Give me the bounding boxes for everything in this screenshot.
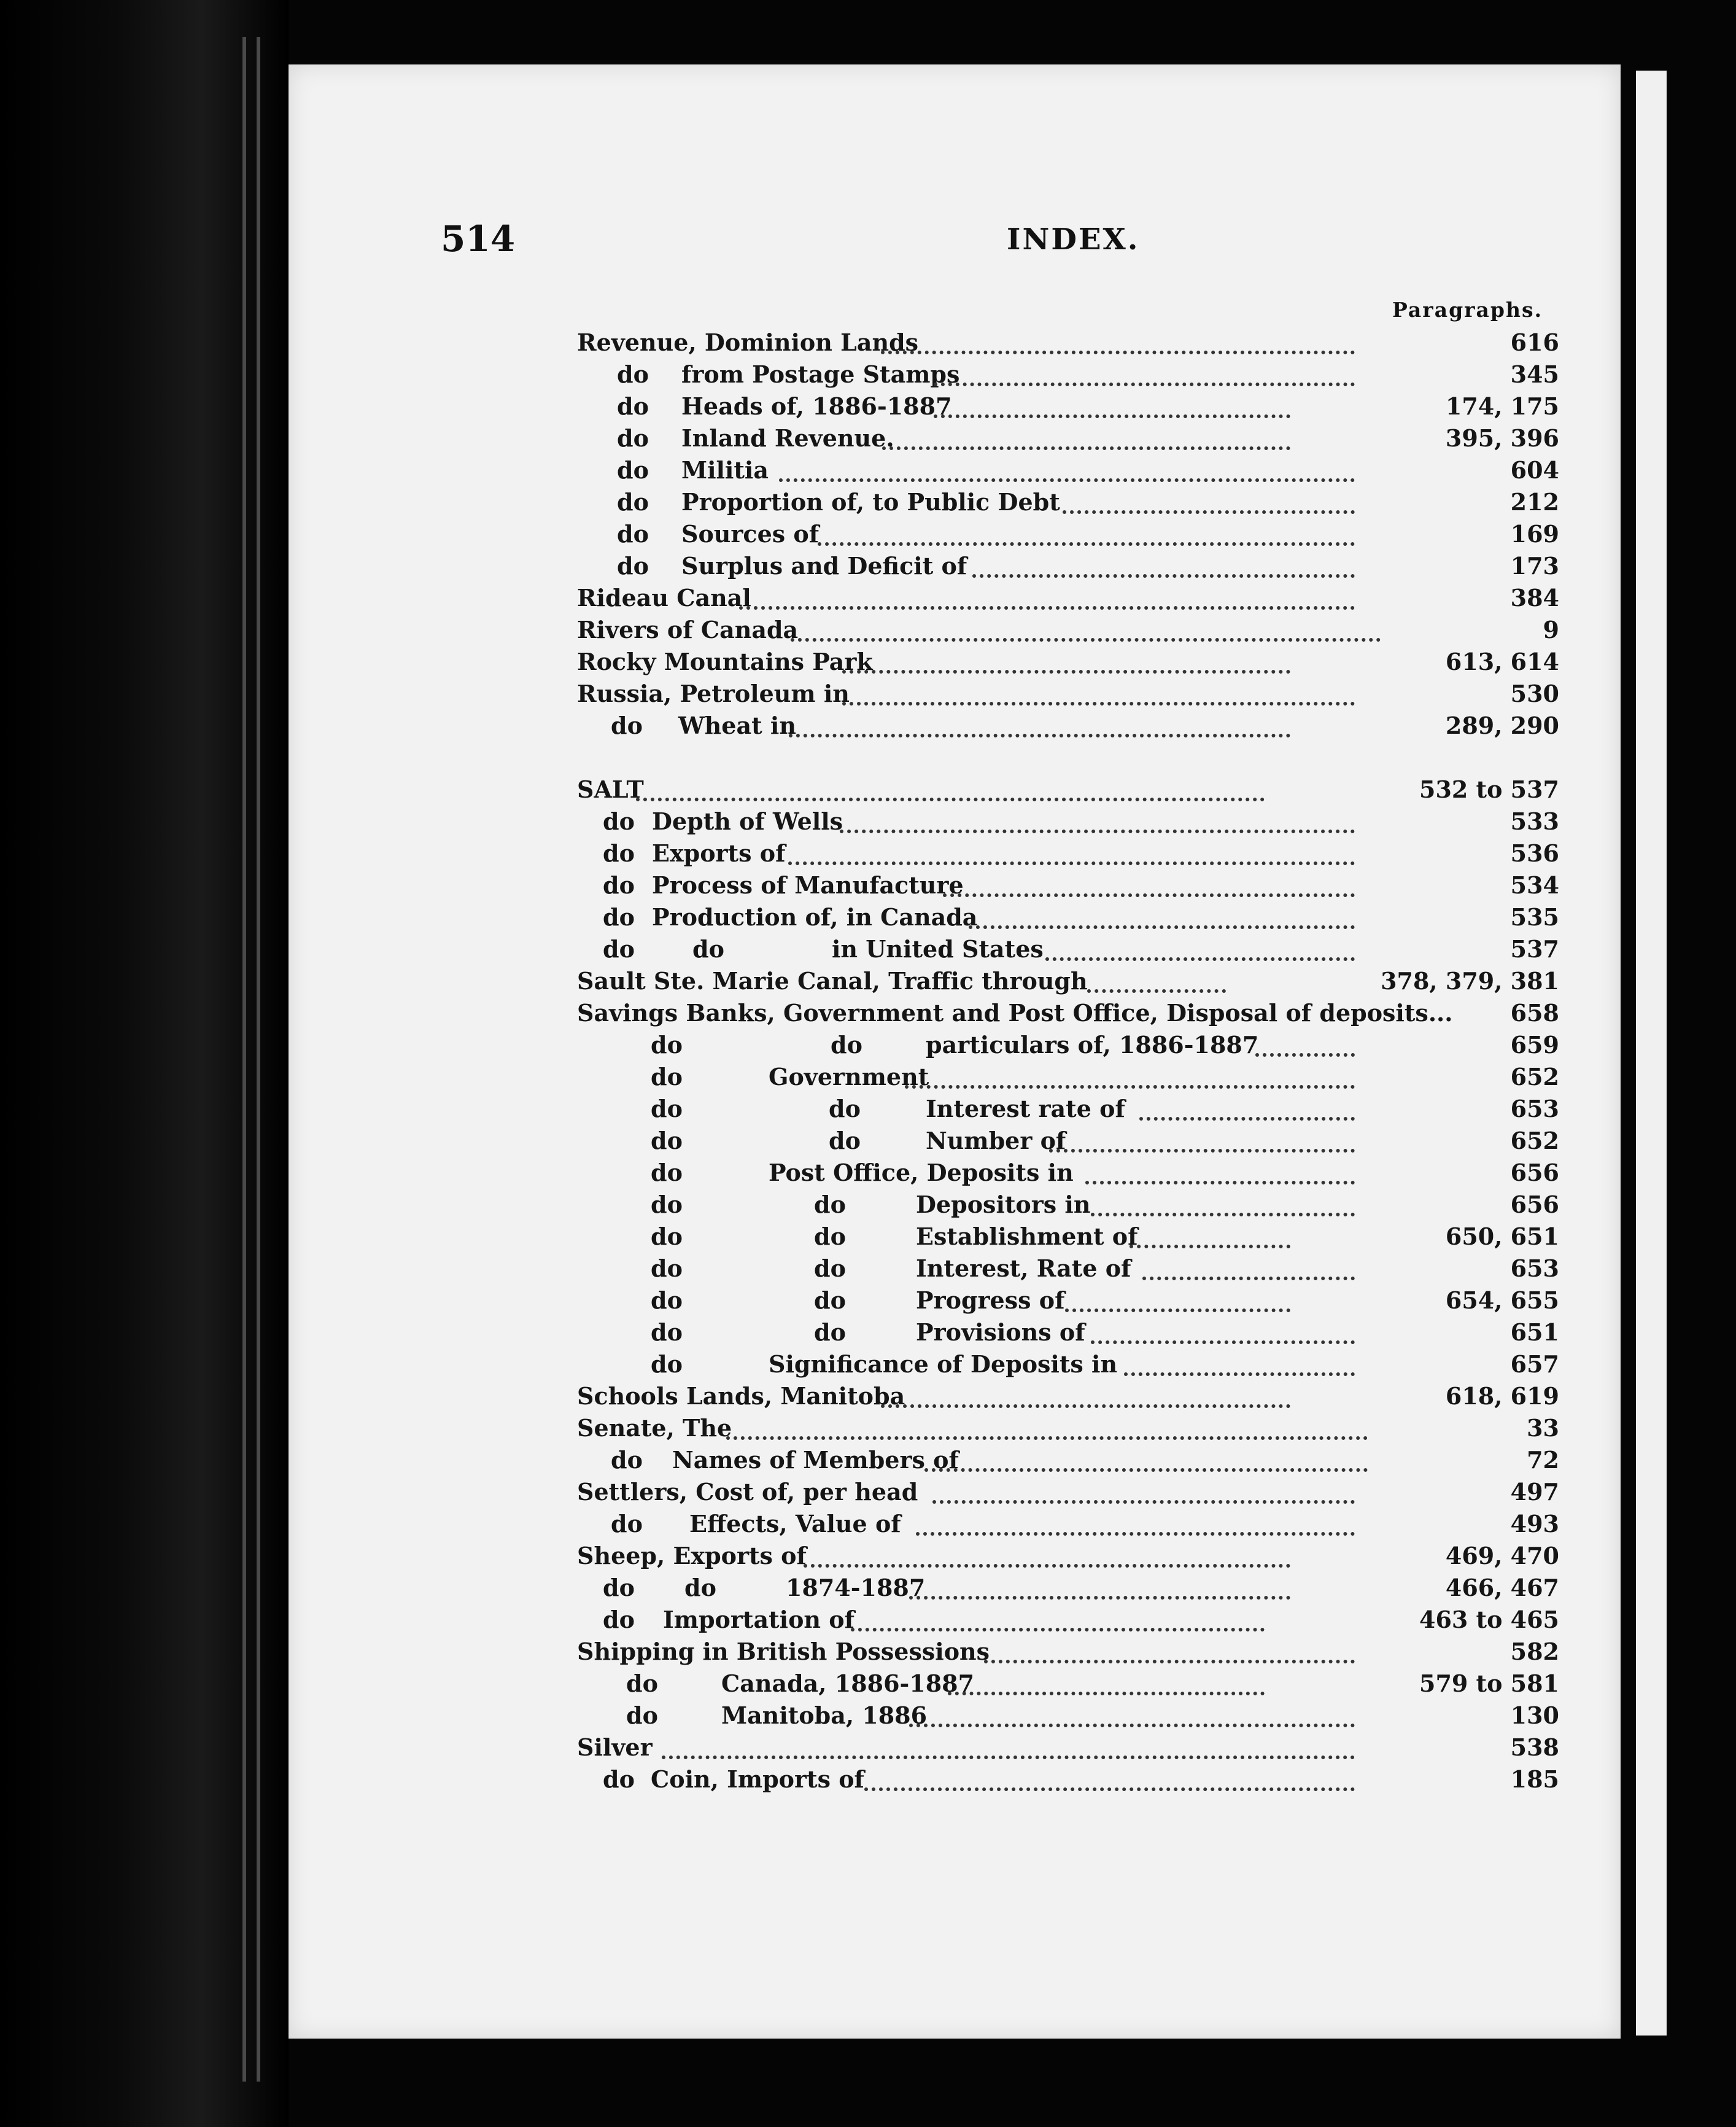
ditto-mark: do bbox=[651, 1254, 683, 1282]
paragraph-ref: 616 bbox=[1510, 329, 1559, 356]
entry-text: Rivers of Canada bbox=[577, 616, 799, 644]
entry-text: Sheep, Exports of bbox=[577, 1542, 807, 1569]
entry-text: Rideau Canal bbox=[577, 584, 751, 612]
paragraph-ref: 618, 619 bbox=[1445, 1382, 1559, 1410]
entry-text: Government bbox=[769, 1063, 929, 1091]
dot-leader bbox=[842, 670, 1355, 706]
dot-leader bbox=[779, 446, 1355, 482]
paragraph-ref: 536 bbox=[1510, 839, 1559, 867]
ditto-mark: do bbox=[603, 1765, 635, 1793]
entry-text: Effects, Value of bbox=[689, 1510, 901, 1538]
dot-leader bbox=[1087, 957, 1226, 993]
paragraph-ref: 653 bbox=[1510, 1254, 1559, 1282]
dot-leader bbox=[851, 1596, 1265, 1631]
paragraph-ref: 130 bbox=[1510, 1701, 1559, 1729]
dot-leader bbox=[932, 1468, 1355, 1504]
paragraph-ref: 384 bbox=[1510, 584, 1559, 612]
dot-leader bbox=[864, 1756, 1355, 1791]
entry-text: do bbox=[829, 1095, 861, 1122]
dot-leader bbox=[1139, 1085, 1355, 1121]
dot-leader bbox=[934, 351, 1355, 386]
paragraph-ref: 532 to 537 bbox=[1419, 776, 1559, 803]
ditto-mark: do bbox=[651, 1095, 683, 1122]
dot-leader bbox=[1130, 1213, 1290, 1248]
paragraph-ref: 174, 175 bbox=[1445, 392, 1559, 420]
index-entry bbox=[577, 965, 1559, 997]
dot-leader bbox=[840, 798, 1355, 833]
dot-leader bbox=[1045, 925, 1355, 961]
entry-text: Inland Revenue. bbox=[681, 424, 894, 452]
entry-text: Progress of bbox=[916, 1286, 1065, 1314]
paragraph-ref: 579 to 581 bbox=[1419, 1670, 1559, 1697]
dot-leader bbox=[881, 1372, 1290, 1408]
dot-leader bbox=[924, 1436, 1368, 1472]
paragraph-ref: 656 bbox=[1510, 1159, 1559, 1186]
paragraph-ref: 656 bbox=[1510, 1191, 1559, 1218]
entry-text: Exports of bbox=[652, 839, 786, 867]
paragraph-ref: 534 bbox=[1510, 871, 1559, 899]
index-entry bbox=[577, 1316, 1559, 1348]
entry-text: do bbox=[829, 1127, 861, 1154]
paragraph-ref: 33 bbox=[1527, 1414, 1559, 1442]
entry-text: Process of Manufacture bbox=[652, 871, 964, 899]
paragraph-ref: 169 bbox=[1510, 520, 1559, 548]
ditto-mark: do bbox=[617, 392, 649, 420]
index-entry bbox=[577, 1221, 1559, 1253]
ditto-mark: do bbox=[651, 1191, 683, 1218]
dot-leader bbox=[1065, 1277, 1290, 1312]
ditto-mark: do bbox=[611, 712, 643, 739]
dot-leader bbox=[984, 1628, 1355, 1663]
paragraph-ref: 493 bbox=[1510, 1510, 1559, 1538]
ditto-mark: do bbox=[651, 1318, 683, 1346]
paragraph-ref: 658 bbox=[1510, 999, 1559, 1027]
entry-text: Significance of Deposits in bbox=[769, 1350, 1118, 1378]
ditto-mark: do bbox=[603, 807, 635, 835]
entry-text: Interest, Rate of bbox=[916, 1254, 1131, 1282]
dot-leader bbox=[881, 319, 1355, 354]
entry-text: Names of Members of bbox=[672, 1446, 959, 1474]
paragraph-ref: 466, 467 bbox=[1445, 1574, 1559, 1601]
index-entry bbox=[577, 1125, 1559, 1157]
dot-leader bbox=[1085, 1149, 1355, 1184]
entry-text: particulars of, 1886-1887 bbox=[926, 1031, 1259, 1059]
index-entry bbox=[577, 1285, 1559, 1316]
paragraph-ref: 395, 396 bbox=[1445, 424, 1559, 452]
ditto-mark: do bbox=[603, 1574, 635, 1601]
index-entry bbox=[577, 997, 1559, 1029]
entry-text: do bbox=[814, 1254, 846, 1282]
paragraph-ref: 463 to 465 bbox=[1419, 1606, 1559, 1633]
dot-leader bbox=[1091, 1308, 1355, 1344]
ditto-mark: do bbox=[611, 1446, 643, 1474]
paragraph-ref: 185 bbox=[1510, 1765, 1559, 1793]
ditto-mark: do bbox=[617, 360, 649, 388]
ditto-mark: do bbox=[651, 1159, 683, 1186]
ditto-mark: do bbox=[617, 488, 649, 516]
dot-leader bbox=[934, 383, 1290, 418]
dot-leader bbox=[788, 830, 1355, 865]
entry-text: Sault Ste. Marie Canal, Traffic through bbox=[577, 967, 1088, 995]
index-entry bbox=[577, 710, 1559, 742]
entry-text: do bbox=[692, 935, 724, 963]
dot-leader bbox=[1049, 1117, 1355, 1153]
entry-text: Canada, 1886-1887 bbox=[721, 1670, 975, 1697]
paragraph-ref: 533 bbox=[1510, 807, 1559, 835]
entry-text: Number of bbox=[926, 1127, 1066, 1154]
scan-border-right bbox=[1667, 0, 1736, 2127]
dot-leader bbox=[791, 606, 1381, 642]
entry-text: do bbox=[684, 1574, 716, 1601]
index-entry bbox=[577, 1763, 1559, 1795]
dot-leader bbox=[804, 1532, 1290, 1568]
entry-text: do bbox=[814, 1318, 846, 1346]
ditto-mark: do bbox=[617, 456, 649, 484]
entry-text: Rocky Mountains Park bbox=[577, 648, 873, 675]
ditto-mark: do bbox=[651, 1127, 683, 1154]
entry-text: Depth of Wells bbox=[652, 807, 843, 835]
paragraph-ref: 173 bbox=[1510, 552, 1559, 580]
paragraph-ref: 289, 290 bbox=[1445, 712, 1559, 739]
paragraph-ref: 212 bbox=[1510, 488, 1559, 516]
dot-leader bbox=[662, 1724, 1355, 1759]
ditto-mark: do bbox=[603, 903, 635, 931]
paragraph-ref: 604 bbox=[1510, 456, 1559, 484]
dot-leader bbox=[909, 1692, 1355, 1727]
index-entry bbox=[577, 1189, 1559, 1221]
ditto-mark: do bbox=[603, 839, 635, 867]
dot-leader bbox=[1142, 1245, 1355, 1280]
paragraph-ref: 654, 655 bbox=[1445, 1286, 1559, 1314]
ditto-mark: do bbox=[617, 424, 649, 452]
entry-text: Importation of bbox=[663, 1606, 854, 1633]
entry-text: do bbox=[831, 1031, 862, 1059]
ditto-mark: do bbox=[651, 1223, 683, 1250]
dot-leader bbox=[905, 1053, 1355, 1089]
ditto-mark: do bbox=[651, 1350, 683, 1378]
entry-text: from Postage Stamps bbox=[681, 360, 960, 388]
paragraph-ref: 652 bbox=[1510, 1127, 1559, 1154]
ditto-mark: do bbox=[626, 1670, 658, 1697]
paragraph-ref: 652 bbox=[1510, 1063, 1559, 1091]
book-spine bbox=[0, 0, 289, 2127]
paragraph-ref: 613, 614 bbox=[1445, 648, 1559, 675]
paragraph-ref: 530 bbox=[1510, 680, 1559, 707]
entry-text: Manitoba, 1886 bbox=[721, 1701, 928, 1729]
paragraph-ref: 9 bbox=[1543, 616, 1559, 644]
paragraph-ref: 651 bbox=[1510, 1318, 1559, 1346]
ditto-mark: do bbox=[651, 1286, 683, 1314]
next-page-edge bbox=[1636, 71, 1667, 2036]
ditto-mark: do bbox=[651, 1063, 683, 1091]
entry-text: Revenue, Dominion Lands bbox=[577, 329, 919, 356]
entry-text: do bbox=[814, 1286, 846, 1314]
entry-text: Shipping in British Possessions bbox=[577, 1638, 990, 1665]
entry-text: Heads of, 1886-1887 bbox=[681, 392, 952, 420]
entry-text: Russia, Petroleum in bbox=[577, 680, 850, 707]
column-header-paragraphs: Paragraphs. bbox=[1392, 298, 1543, 322]
entry-text: in United States bbox=[832, 935, 1044, 963]
entry-text: Establishment of bbox=[916, 1223, 1138, 1250]
entry-text: Post Office, Deposits in bbox=[769, 1159, 1074, 1186]
paragraph-ref: 497 bbox=[1510, 1478, 1559, 1506]
dot-leader bbox=[789, 702, 1290, 737]
entry-text: Savings Banks, Government and Post Office, Disposal of deposits... bbox=[577, 999, 1453, 1027]
ditto-mark: do bbox=[617, 552, 649, 580]
dot-leader bbox=[909, 1564, 1290, 1600]
dot-leader bbox=[972, 542, 1355, 578]
index-entry bbox=[577, 1157, 1559, 1189]
paragraph-ref: 535 bbox=[1510, 903, 1559, 931]
entry-text: Settlers, Cost of, per head bbox=[577, 1478, 918, 1506]
entry-text: do bbox=[814, 1223, 846, 1250]
paragraph-ref: 537 bbox=[1510, 935, 1559, 963]
entry-text: Schools Lands, Manitoba bbox=[577, 1382, 905, 1410]
entry-text: Production of, in Canada bbox=[652, 903, 978, 931]
entry-text: do bbox=[814, 1191, 846, 1218]
page-number: 514 bbox=[441, 218, 516, 260]
spine-edge-line bbox=[242, 37, 246, 2082]
paragraph-ref: 72 bbox=[1527, 1446, 1559, 1474]
ditto-mark: do bbox=[617, 520, 649, 548]
ditto-mark: do bbox=[611, 1510, 643, 1538]
entry-text: Sources of bbox=[681, 520, 820, 548]
entry-text: Wheat in bbox=[678, 712, 796, 739]
paragraph-ref: 650, 651 bbox=[1445, 1223, 1559, 1250]
spine-edge-line bbox=[257, 37, 260, 2082]
ditto-mark: do bbox=[603, 935, 635, 963]
dot-leader bbox=[882, 414, 1290, 450]
entry-text: Interest rate of bbox=[926, 1095, 1125, 1122]
dot-leader bbox=[948, 1660, 1265, 1695]
dot-leader bbox=[739, 574, 1355, 610]
dot-leader bbox=[1255, 1021, 1355, 1057]
entry-text: Silver bbox=[577, 1733, 653, 1761]
paragraph-ref: 657 bbox=[1510, 1350, 1559, 1378]
ditto-mark: do bbox=[603, 1606, 635, 1633]
dot-leader bbox=[916, 1500, 1355, 1536]
entry-text: Provisions of bbox=[916, 1318, 1085, 1346]
dot-leader bbox=[1063, 478, 1355, 514]
page-title: INDEX. bbox=[1007, 222, 1140, 257]
entry-text: 1874-1887 bbox=[786, 1574, 926, 1601]
entry-text: Senate, The bbox=[577, 1414, 732, 1442]
ditto-mark: do bbox=[603, 871, 635, 899]
dot-leader bbox=[636, 766, 1265, 801]
dot-leader bbox=[943, 861, 1355, 897]
entry-text: SALT bbox=[577, 776, 644, 803]
paragraph-ref: 469, 470 bbox=[1445, 1542, 1559, 1569]
dot-leader bbox=[818, 510, 1355, 546]
entry-text: Surplus and Deficit of bbox=[681, 552, 967, 580]
index-entry bbox=[577, 1061, 1559, 1093]
dot-leader bbox=[969, 893, 1355, 929]
entry-text: Coin, Imports of bbox=[651, 1765, 864, 1793]
ditto-mark: do bbox=[626, 1701, 658, 1729]
entry-text: Depositors in bbox=[916, 1191, 1091, 1218]
ditto-mark: do bbox=[651, 1031, 683, 1059]
paragraph-ref: 538 bbox=[1510, 1733, 1559, 1761]
paragraph-ref: 378, 379, 381 bbox=[1381, 967, 1559, 995]
dot-leader bbox=[842, 638, 1290, 674]
dot-leader bbox=[726, 1404, 1368, 1440]
paragraph-ref: 582 bbox=[1510, 1638, 1559, 1665]
entry-text: Militia bbox=[681, 456, 769, 484]
dot-leader bbox=[1124, 1340, 1355, 1376]
paragraph-ref: 653 bbox=[1510, 1095, 1559, 1122]
entry-text: Proportion of, to Public Debt bbox=[681, 488, 1060, 516]
paragraph-ref: 345 bbox=[1510, 360, 1559, 388]
index-entry bbox=[577, 933, 1559, 965]
paragraph-ref: 659 bbox=[1510, 1031, 1559, 1059]
dot-leader bbox=[1091, 1181, 1355, 1216]
